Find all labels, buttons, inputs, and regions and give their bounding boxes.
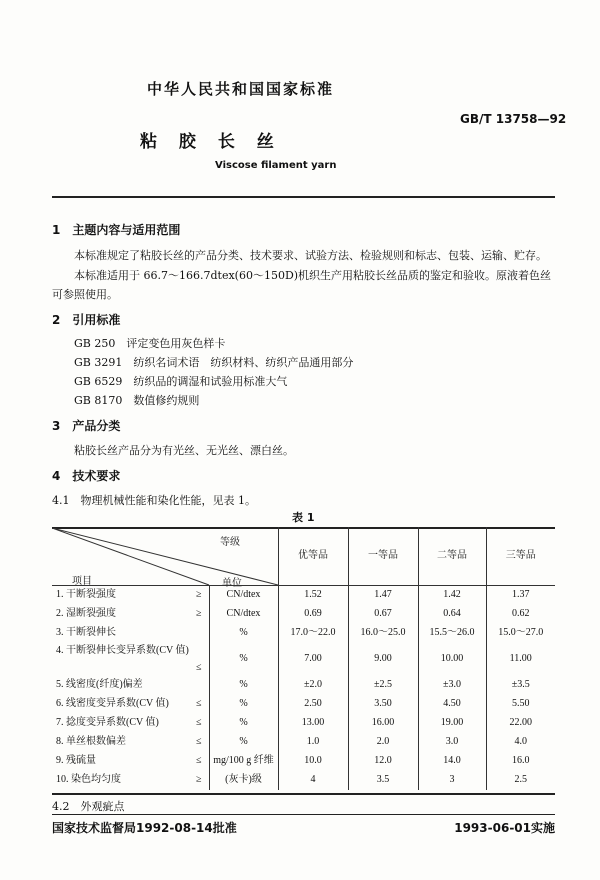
grade-header: 一等品 <box>348 527 418 585</box>
value-cell: 13.00 <box>278 714 348 733</box>
value-cell: 14.0 <box>418 752 486 771</box>
effective-date: 1993-06-01实施 <box>454 821 555 835</box>
value-cell: 3.50 <box>348 695 418 714</box>
table-row <box>52 733 555 752</box>
value-cell: ±3.5 <box>486 676 555 695</box>
table-row <box>52 624 555 643</box>
value-cell: 1.42 <box>418 585 486 605</box>
value-cell: 3.0 <box>418 733 486 752</box>
doc-subtitle: Viscose filament yarn <box>215 160 337 171</box>
header-rule <box>52 196 555 198</box>
value-cell: 17.0～22.0 <box>278 624 348 643</box>
value-cell: 16.0 <box>486 752 555 771</box>
value-cell: 2.5 <box>486 771 555 790</box>
unit-cell: % <box>209 733 278 752</box>
footer-rule <box>52 814 555 815</box>
value-cell: 22.00 <box>486 714 555 733</box>
limit-symbol: ≥ <box>196 774 202 785</box>
value-cell: 7.00 <box>278 643 348 676</box>
value-cell: ±3.0 <box>418 676 486 695</box>
value-cell: 1.0 <box>278 733 348 752</box>
paragraph: 本标准规定了粘胶长丝的产品分类、技术要求、试验方法、检验规则和标志、包装、运输、贮存。 <box>74 249 547 262</box>
paragraph: 本标准适用于 66.7～166.7dtex(60～150D)机织生产用粘胶长丝品质的鉴定和验收。原液着色丝 <box>74 269 552 282</box>
table-row <box>52 752 555 771</box>
unit-cell: CN/dtex <box>209 605 278 624</box>
reference-item: GB 3291 纺织名词术语 纺织材料、纺织产品通用部分 <box>74 356 354 369</box>
value-cell: ±2.0 <box>278 676 348 695</box>
reference-item: GB 250 评定变色用灰色样卡 <box>74 337 226 350</box>
unit-cell: (灰卡)级 <box>209 771 278 790</box>
value-cell: 4.50 <box>418 695 486 714</box>
header-grade: 等级 <box>220 537 240 548</box>
table-row <box>52 695 555 714</box>
value-cell: 4 <box>278 771 348 790</box>
item-label: 7. 捻度变异系数(CV 值) <box>56 717 159 728</box>
value-cell: 2.0 <box>348 733 418 752</box>
item-label: 4. 干断裂伸长变异系数(CV 值) <box>56 644 189 656</box>
value-cell: 1.52 <box>278 585 348 605</box>
limit-symbol: ≤ <box>196 717 202 728</box>
table-row <box>52 676 555 695</box>
paragraph: 粘胶长丝产品分为有光丝、无光丝、漂白丝。 <box>74 444 294 457</box>
grade-header: 二等品 <box>418 527 486 585</box>
unit-cell: CN/dtex <box>209 585 278 605</box>
value-cell: 19.00 <box>418 714 486 733</box>
item-label: 6. 线密度变异系数(CV 值) <box>56 698 169 709</box>
limit-symbol: ≤ <box>196 661 202 673</box>
value-cell: 16.0～25.0 <box>348 624 418 643</box>
table-caption: 表 1 <box>292 511 315 524</box>
value-cell: 3 <box>418 771 486 790</box>
item-label: 3. 干断裂伸长 <box>56 627 116 638</box>
table-bottom-rule <box>52 793 555 795</box>
limit-symbol <box>189 676 209 695</box>
section-4-heading: 4 技术要求 <box>52 469 121 483</box>
reference-item: GB 6529 纺织品的调湿和试验用标准大气 <box>74 375 288 388</box>
item-label: 10. 染色均匀度 <box>56 774 121 785</box>
header-unit: 单位 <box>222 578 242 589</box>
value-cell: 15.5～26.0 <box>418 624 486 643</box>
table-row <box>52 605 555 624</box>
unit-cell: mg/100 g 纤维 <box>209 752 278 771</box>
value-cell: 0.64 <box>418 605 486 624</box>
section-1-heading: 1 主题内容与适用范围 <box>52 223 181 237</box>
value-cell: 3.5 <box>348 771 418 790</box>
unit-cell: % <box>209 695 278 714</box>
table-row <box>52 714 555 733</box>
value-cell: 2.50 <box>278 695 348 714</box>
table-row <box>52 771 555 790</box>
unit-cell: % <box>209 714 278 733</box>
value-cell: 0.69 <box>278 605 348 624</box>
limit-symbol <box>189 624 209 643</box>
issuing-org: 中华人民共和国国家标准 <box>147 80 335 98</box>
item-label: 9. 残硫量 <box>56 755 96 766</box>
header-item: 项目 <box>72 576 92 587</box>
table-row <box>52 585 555 605</box>
value-cell: 1.47 <box>348 585 418 605</box>
properties-table <box>52 527 555 790</box>
unit-cell: % <box>209 676 278 695</box>
unit-cell: % <box>209 643 278 676</box>
limit-symbol: ≥ <box>196 589 202 600</box>
unit-cell: % <box>209 624 278 643</box>
standard-code: GB/T 13758—92 <box>460 112 567 126</box>
doc-title: 粘 胶 长 丝 <box>140 132 282 152</box>
item-label: 1. 干断裂强度 <box>56 589 116 600</box>
subsection-4-2: 4.2 外观疵点 <box>52 800 125 813</box>
section-2-heading: 2 引用标准 <box>52 313 121 327</box>
grade-header: 三等品 <box>486 527 555 585</box>
limit-symbol: ≥ <box>196 608 202 619</box>
limit-symbol: ≤ <box>196 736 202 747</box>
item-label: 5. 线密度(纤度)偏差 <box>56 679 143 690</box>
section-3-heading: 3 产品分类 <box>52 419 121 433</box>
table-row <box>52 643 555 676</box>
approval-date: 国家技术监督局1992-08-14批准 <box>52 821 237 835</box>
value-cell: 0.67 <box>348 605 418 624</box>
value-cell: 5.50 <box>486 695 555 714</box>
value-cell: ±2.5 <box>348 676 418 695</box>
value-cell: 9.00 <box>348 643 418 676</box>
value-cell: 10.00 <box>418 643 486 676</box>
grade-header: 优等品 <box>278 527 348 585</box>
value-cell: 4.0 <box>486 733 555 752</box>
value-cell: 10.0 <box>278 752 348 771</box>
paragraph: 可参照使用。 <box>52 288 118 301</box>
value-cell: 16.00 <box>348 714 418 733</box>
limit-symbol: ≤ <box>196 755 202 766</box>
value-cell: 0.62 <box>486 605 555 624</box>
value-cell: 1.37 <box>486 585 555 605</box>
value-cell: 12.0 <box>348 752 418 771</box>
value-cell: 11.00 <box>486 643 555 676</box>
reference-item: GB 8170 数值修约规则 <box>74 394 200 407</box>
value-cell: 15.0～27.0 <box>486 624 555 643</box>
item-label: 2. 湿断裂强度 <box>56 608 116 619</box>
limit-symbol: ≤ <box>196 698 202 709</box>
subsection-4-1: 4.1 物理机械性能和染化性能，见表 1。 <box>52 494 256 507</box>
item-label: 8. 单丝根数偏差 <box>56 736 126 747</box>
